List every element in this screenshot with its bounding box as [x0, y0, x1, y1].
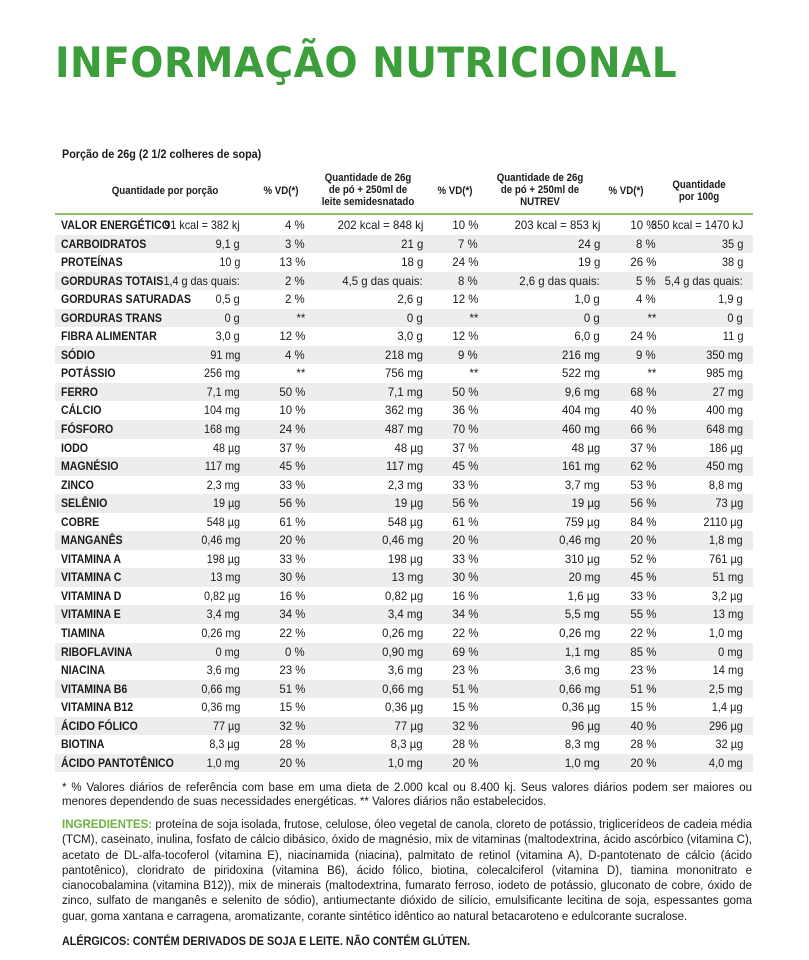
header-nutrev-mix	[488, 172, 592, 208]
nutrient-name: SÓDIO	[61, 347, 96, 362]
table-row	[55, 290, 753, 309]
nutrient-name: COBRE	[61, 514, 100, 529]
vd-milk: 12 %	[452, 292, 478, 307]
qty-100g: 13 mg	[712, 607, 743, 622]
vd-portion: 50 %	[279, 384, 305, 399]
qty-100g: 350 mg	[706, 347, 743, 362]
qty-nutrev: 3,7 mg	[565, 477, 600, 492]
qty-100g: 450 mg	[706, 459, 743, 474]
vd-milk: 10 %	[452, 218, 478, 232]
qty-100g: 1,0 mg	[709, 626, 743, 641]
qty-100g: 8,8 mg	[709, 477, 743, 492]
qty-100g: 350 kcal = 1470 kJ	[650, 218, 743, 232]
qty-nutrev: 3,6 mg	[565, 663, 600, 678]
qty-milk: 202 kcal = 848 kj	[337, 218, 423, 232]
qty-nutrev: 0 g	[584, 310, 600, 325]
nutrient-name: VITAMINA E	[61, 607, 121, 622]
vd-portion: 4 %	[285, 218, 305, 232]
qty-nutrev: 0,66 mg	[558, 681, 600, 696]
vd-nutrev: 37 %	[630, 440, 656, 455]
qty-nutrev: 1,6 µg	[568, 588, 600, 603]
qty-portion: 104 mg	[203, 403, 240, 418]
vd-milk: 22 %	[452, 626, 478, 641]
vd-nutrev: 85 %	[630, 644, 656, 659]
qty-100g: 27 mg	[712, 384, 743, 399]
vd-nutrev: 84 %	[630, 514, 656, 529]
qty-portion: 0,46 mg	[200, 533, 240, 548]
vd-portion: 15 %	[279, 700, 305, 715]
vd-nutrev: 22 %	[630, 626, 656, 641]
vd-milk: 32 %	[452, 718, 478, 733]
vd-nutrev: 24 %	[630, 329, 656, 344]
vd-nutrev: 5 %	[636, 273, 656, 288]
qty-portion: 0,66 mg	[200, 681, 240, 696]
qty-milk: 0,46 mg	[381, 533, 423, 548]
header-vd-1: % VD(*)	[263, 185, 299, 197]
vd-milk: 56 %	[452, 496, 478, 511]
header-vd-2: % VD(*)	[437, 185, 473, 197]
vd-portion: 4 %	[285, 347, 305, 362]
qty-milk: 3,0 g	[397, 329, 423, 344]
qty-portion: 7,1 mg	[206, 384, 240, 399]
vd-portion: 20 %	[279, 755, 305, 770]
vd-milk: 24 %	[452, 255, 478, 270]
qty-portion: 0,82 µg	[203, 588, 240, 603]
nutrient-name: FIBRA ALIMENTAR	[61, 329, 157, 344]
table-row	[55, 346, 753, 365]
table-row	[55, 531, 753, 550]
qty-nutrev: 0,26 mg	[558, 626, 600, 641]
qty-milk: 77 µg	[394, 718, 423, 733]
vd-milk: 8 %	[458, 273, 478, 288]
vd-nutrev: 68 %	[630, 384, 656, 399]
nutrient-name: ÁCIDO FÓLICO	[61, 718, 138, 733]
table-row	[55, 587, 753, 606]
vd-portion: **	[296, 310, 305, 325]
qty-nutrev: 0,36 µg	[561, 700, 600, 715]
table-row	[55, 494, 753, 513]
qty-milk: 0,90 mg	[381, 644, 423, 659]
qty-100g: 51 mg	[712, 570, 743, 585]
footnote: * % Valores diários de referência com base em uma dieta de 2.000 kcal ou 8.400 kj. Seus valores diários podem ser maiores ou menores dependendo de suas necessidades energéticas. ** Valores diários não estabelecidos.	[62, 782, 752, 808]
nutrient-name: CÁLCIO	[61, 403, 102, 418]
qty-100g: 0 g	[727, 310, 743, 325]
vd-milk: 30 %	[452, 570, 478, 585]
vd-portion: 23 %	[279, 663, 305, 678]
qty-100g: 4,0 mg	[709, 755, 743, 770]
vd-milk: 16 %	[452, 588, 478, 603]
qty-nutrev: 48 µg	[571, 440, 600, 455]
qty-nutrev: 20 mg	[568, 570, 600, 585]
qty-portion: 13 mg	[209, 570, 240, 585]
vd-portion: 3 %	[285, 236, 305, 251]
vd-portion: 30 %	[279, 570, 305, 585]
qty-portion: 0 mg	[215, 644, 240, 659]
allergens-notice: ALÉRGICOS: CONTÉM DERIVADOS DE SOJA E LEITE. NÃO CONTÉM GLÚTEN.	[62, 934, 471, 948]
table-row	[55, 624, 753, 643]
qty-nutrev: 216 mg	[561, 347, 600, 362]
table-row	[55, 383, 753, 402]
qty-milk: 218 mg	[384, 347, 423, 362]
vd-nutrev: 20 %	[630, 533, 656, 548]
qty-100g: 5,4 g das quais:	[665, 273, 743, 288]
vd-nutrev: 40 %	[630, 403, 656, 418]
table-row	[55, 698, 753, 717]
vd-milk: 20 %	[452, 755, 478, 770]
qty-portion: 48 µg	[212, 440, 240, 455]
table-row	[55, 717, 753, 736]
vd-portion: 32 %	[279, 718, 305, 733]
nutrient-name: POTÁSSIO	[61, 366, 116, 381]
qty-milk: 0 g	[407, 310, 423, 325]
vd-milk: 33 %	[452, 551, 478, 566]
vd-portion: 13 %	[279, 255, 305, 270]
qty-100g: 11 g	[722, 329, 743, 344]
vd-milk: 7 %	[458, 236, 478, 251]
vd-portion: 2 %	[285, 292, 305, 307]
table-row	[55, 605, 753, 624]
qty-100g: 400 mg	[706, 403, 743, 418]
nutrient-name: IODO	[61, 440, 88, 455]
nutrient-name: CARBOIDRATOS	[61, 236, 147, 251]
table-row	[55, 216, 753, 235]
vd-nutrev: **	[647, 366, 656, 381]
nutrient-name: VITAMINA C	[61, 570, 122, 585]
qty-milk: 18 g	[400, 255, 423, 270]
nutrient-name: MAGNÉSIO	[61, 459, 119, 474]
table-header	[55, 170, 753, 212]
nutrient-name: NIACINA	[61, 663, 105, 678]
header-divider	[55, 213, 753, 215]
vd-portion: 56 %	[279, 496, 305, 511]
vd-milk: 45 %	[452, 459, 478, 474]
qty-portion: 3,0 g	[215, 329, 240, 344]
qty-100g: 32 µg	[715, 737, 743, 752]
header-nutrev-line1: Quantidade de 26g	[496, 172, 584, 184]
qty-milk: 2,6 g	[397, 292, 423, 307]
vd-portion: 12 %	[279, 329, 305, 344]
qty-portion: 1,4 g das quais:	[163, 273, 240, 288]
qty-100g: 1,8 mg	[709, 533, 743, 548]
nutrient-name: VALOR ENERGÉTICO	[61, 218, 170, 232]
qty-nutrev: 522 mg	[561, 366, 600, 381]
qty-milk: 117 mg	[385, 459, 423, 474]
qty-milk: 548 µg	[387, 514, 423, 529]
nutrient-name: SELÊNIO	[61, 496, 108, 511]
nutrient-name: PROTEÍNAS	[61, 255, 123, 270]
vd-portion: 2 %	[285, 273, 305, 288]
vd-portion: 22 %	[279, 626, 305, 641]
qty-100g: 14 mg	[712, 663, 743, 678]
qty-portion: 91 kcal = 382 kj	[164, 218, 240, 232]
nutrient-name: BIOTINA	[61, 737, 105, 752]
vd-milk: **	[469, 310, 478, 325]
qty-nutrev: 24 g	[577, 236, 600, 251]
qty-portion: 0 g	[224, 310, 240, 325]
ingredients-text: proteína de soja isolada, frutose, celulose, óleo vegetal de canola, cloreto de potássio, triglicerídeos de cadeia média (TCM), caseinato, inulina, fosfato de cálcio dibásico, óxido de magnésio, mix de vitaminas (maltodextrina, ácido ascórbico (vitamina C), acetato de DL-alfa-tocoferol (vitamina E), niacinamida (niacina), palmitato de retinol (vitamina A), D-pantotenato de cálcio (ácido pantotênico), cloridrato de piridoxina (vitamina B6), ácido fólico, biotina, colecalciferol (vitamina D), tiamina mononitrato e cianocobalamina (vitamina B12)), mix de minerais (maltodextrina, fumarato ferroso, iodeto de potássio, gluconato de cobre, óxido de zinco, sulfato de manganês e selenito de sódio), antiumectante dióxido de silício, emulsificante lecitina de soja, espessantes goma guar, goma xantana e carragena, aromatizante, corante sintético idêntico ao natural betacaroteno e edulcorante sucralose.	[62, 819, 752, 923]
vd-milk: 61 %	[452, 514, 478, 529]
header-vd-3: % VD(*)	[608, 185, 644, 197]
header-milk-line1: Quantidade de 26g	[324, 172, 412, 184]
qty-nutrev: 2,6 g das quais:	[519, 273, 600, 288]
qty-nutrev: 460 mg	[561, 422, 600, 437]
qty-milk: 13 mg	[391, 570, 423, 585]
nutrient-name: TIAMINA	[61, 626, 105, 641]
vd-portion: 61 %	[279, 514, 305, 529]
vd-milk: 9 %	[458, 347, 478, 362]
table-row	[55, 680, 753, 699]
table-row	[55, 735, 753, 754]
qty-milk: 19 µg	[394, 496, 423, 511]
qty-nutrev: 19 µg	[571, 496, 600, 511]
vd-nutrev: 55 %	[630, 607, 656, 622]
vd-milk: 50 %	[452, 384, 478, 399]
vd-nutrev: 26 %	[630, 255, 656, 270]
qty-portion: 1,0 mg	[206, 755, 240, 770]
qty-portion: 91 mg	[209, 347, 240, 362]
nutrient-name: ÁCIDO PANTOTÊNICO	[61, 755, 174, 770]
qty-nutrev: 5,5 mg	[565, 607, 600, 622]
qty-milk: 3,6 mg	[388, 663, 423, 678]
qty-100g: 3,2 µg	[712, 588, 743, 603]
qty-milk: 0,26 mg	[381, 626, 423, 641]
vd-nutrev: 20 %	[630, 755, 656, 770]
qty-portion: 10 g	[218, 255, 240, 270]
qty-milk: 48 µg	[394, 440, 423, 455]
vd-portion: **	[296, 366, 305, 381]
nutrient-name: GORDURAS TOTAIS	[61, 273, 164, 288]
header-milk-line3: leite semidesnatado	[321, 196, 415, 208]
vd-nutrev: 9 %	[636, 347, 656, 362]
table-row	[55, 476, 753, 495]
qty-portion: 2,3 mg	[206, 477, 240, 492]
table-row	[55, 309, 753, 328]
vd-nutrev: 23 %	[630, 663, 656, 678]
qty-nutrev: 8,3 mg	[565, 737, 600, 752]
table-row	[55, 661, 753, 680]
nutrient-name: VITAMINA A	[61, 551, 122, 566]
header-milk-mix	[316, 172, 420, 208]
qty-milk: 362 mg	[384, 403, 423, 418]
qty-100g: 648 mg	[706, 422, 743, 437]
vd-portion: 20 %	[279, 533, 305, 548]
qty-milk: 198 µg	[387, 551, 423, 566]
vd-nutrev: 51 %	[630, 681, 656, 696]
qty-milk: 487 mg	[384, 422, 423, 437]
qty-100g: 1,4 µg	[712, 700, 743, 715]
qty-nutrev: 759 µg	[564, 514, 600, 529]
qty-portion: 8,3 µg	[209, 737, 240, 752]
qty-portion: 0,36 mg	[200, 700, 240, 715]
vd-milk: 33 %	[452, 477, 478, 492]
header-per-100g	[660, 179, 737, 203]
nutrient-name: GORDURAS SATURADAS	[61, 292, 192, 307]
qty-nutrev: 19 g	[577, 255, 600, 270]
qty-nutrev: 1,0 mg	[565, 755, 600, 770]
vd-milk: 69 %	[452, 644, 478, 659]
qty-nutrev: 1,0 g	[574, 292, 600, 307]
header-nutrev-line3: NUTREV	[520, 196, 560, 208]
vd-nutrev: 10 %	[630, 218, 656, 232]
qty-milk: 0,36 µg	[384, 700, 423, 715]
qty-nutrev: 9,6 mg	[565, 384, 600, 399]
qty-100g: 1,9 g	[718, 292, 743, 307]
vd-portion: 10 %	[279, 403, 305, 418]
qty-portion: 548 µg	[206, 514, 240, 529]
vd-nutrev: 56 %	[630, 496, 656, 511]
qty-nutrev: 203 kcal = 853 kj	[514, 218, 600, 232]
table-row	[55, 568, 753, 587]
nutrient-name: ZINCO	[61, 477, 94, 492]
header-milk-line2: de pó + 250ml de	[328, 184, 408, 196]
vd-nutrev: 15 %	[630, 700, 656, 715]
header-100g-line2: por 100g	[678, 191, 720, 203]
vd-milk: 37 %	[452, 440, 478, 455]
qty-portion: 9,1 g	[215, 236, 240, 251]
qty-milk: 756 mg	[384, 366, 423, 381]
vd-portion: 16 %	[279, 588, 305, 603]
vd-nutrev: 33 %	[630, 588, 656, 603]
qty-nutrev: 161 mg	[561, 459, 600, 474]
qty-portion: 77 µg	[212, 718, 240, 733]
page-title: INFORMAÇÃO NUTRICIONAL	[55, 38, 678, 87]
ingredients	[62, 818, 752, 925]
qty-milk: 3,4 mg	[388, 607, 423, 622]
table-row	[55, 401, 753, 420]
nutrient-name: VITAMINA B6	[61, 681, 128, 696]
qty-100g: 2,5 mg	[709, 681, 743, 696]
qty-100g: 186 µg	[709, 440, 743, 455]
qty-milk: 1,0 mg	[388, 755, 423, 770]
vd-milk: 23 %	[452, 663, 478, 678]
qty-100g: 73 µg	[715, 496, 743, 511]
nutrient-name: VITAMINA B12	[61, 700, 134, 715]
qty-milk: 0,82 µg	[384, 588, 423, 603]
qty-milk: 2,3 mg	[388, 477, 423, 492]
table-row	[55, 253, 753, 272]
nutrient-name: FERRO	[61, 384, 98, 399]
ingredients-label: INGREDIENTES:	[62, 819, 153, 831]
qty-100g: 38 g	[721, 255, 743, 270]
portion-size: Porção de 26g (2 1/2 colheres de sopa)	[62, 147, 262, 161]
vd-nutrev: 53 %	[630, 477, 656, 492]
table-row	[55, 643, 753, 662]
vd-milk: 15 %	[452, 700, 478, 715]
nutrient-name: VITAMINA D	[61, 588, 122, 603]
vd-milk: 28 %	[452, 737, 478, 752]
qty-milk: 0,66 mg	[381, 681, 423, 696]
qty-portion: 117 mg	[204, 459, 240, 474]
vd-milk: 20 %	[452, 533, 478, 548]
header-quantity-per-portion: Quantidade por porção	[111, 185, 219, 197]
vd-portion: 33 %	[279, 477, 305, 492]
nutrient-name: FÓSFORO	[61, 422, 114, 437]
vd-portion: 51 %	[279, 681, 305, 696]
qty-portion: 168 mg	[203, 422, 240, 437]
vd-milk: 51 %	[452, 681, 478, 696]
table-row	[55, 754, 753, 773]
qty-portion: 19 µg	[212, 496, 240, 511]
table-row	[55, 457, 753, 476]
qty-nutrev: 0,46 mg	[558, 533, 600, 548]
table-row	[55, 272, 753, 291]
qty-milk: 8,3 µg	[391, 737, 423, 752]
qty-portion: 0,26 mg	[200, 626, 240, 641]
qty-portion: 256 mg	[203, 366, 240, 381]
vd-nutrev: 28 %	[630, 737, 656, 752]
qty-nutrev: 96 µg	[571, 718, 600, 733]
vd-nutrev: 8 %	[636, 236, 656, 251]
vd-portion: 28 %	[279, 737, 305, 752]
qty-100g: 0 mg	[718, 644, 743, 659]
nutrient-name: GORDURAS TRANS	[61, 310, 162, 325]
qty-portion: 3,4 mg	[206, 607, 240, 622]
header-100g-line1: Quantidade	[672, 179, 726, 191]
vd-portion: 37 %	[279, 440, 305, 455]
vd-portion: 34 %	[279, 607, 305, 622]
table-row	[55, 235, 753, 254]
nutrient-name: RIBOFLAVINA	[61, 644, 133, 659]
qty-milk: 21 g	[400, 236, 423, 251]
vd-nutrev: 4 %	[636, 292, 656, 307]
qty-portion: 198 µg	[206, 551, 240, 566]
nutrition-table	[55, 216, 753, 772]
vd-portion: 45 %	[279, 459, 305, 474]
qty-nutrev: 6,0 g	[574, 329, 600, 344]
vd-milk: 70 %	[452, 422, 478, 437]
vd-portion: 0 %	[285, 644, 305, 659]
nutrient-name: MANGANÊS	[61, 533, 123, 548]
vd-nutrev: 66 %	[630, 422, 656, 437]
table-row	[55, 550, 753, 569]
table-row	[55, 513, 753, 532]
table-row	[55, 420, 753, 439]
qty-milk: 4,5 g das quais:	[342, 273, 423, 288]
vd-nutrev: **	[647, 310, 656, 325]
vd-milk: 34 %	[452, 607, 478, 622]
qty-100g: 2110 µg	[703, 514, 743, 529]
qty-nutrev: 310 µg	[564, 551, 600, 566]
qty-nutrev: 1,1 mg	[565, 644, 600, 659]
vd-milk: **	[469, 366, 478, 381]
vd-nutrev: 52 %	[630, 551, 656, 566]
header-nutrev-line2: de pó + 250ml de	[500, 184, 580, 196]
qty-100g: 761 µg	[709, 551, 743, 566]
vd-portion: 24 %	[279, 422, 305, 437]
qty-100g: 985 mg	[706, 366, 743, 381]
vd-milk: 36 %	[452, 403, 478, 418]
vd-portion: 33 %	[279, 551, 305, 566]
qty-portion: 3,6 mg	[206, 663, 240, 678]
vd-nutrev: 40 %	[630, 718, 656, 733]
qty-portion: 0,5 g	[215, 292, 240, 307]
qty-nutrev: 404 mg	[561, 403, 600, 418]
vd-nutrev: 62 %	[630, 459, 656, 474]
vd-milk: 12 %	[452, 329, 478, 344]
table-row	[55, 439, 753, 458]
qty-milk: 7,1 mg	[388, 384, 423, 399]
table-row	[55, 327, 753, 346]
vd-nutrev: 45 %	[630, 570, 656, 585]
table-row	[55, 364, 753, 383]
qty-100g: 35 g	[721, 236, 743, 251]
qty-100g: 296 µg	[709, 718, 743, 733]
